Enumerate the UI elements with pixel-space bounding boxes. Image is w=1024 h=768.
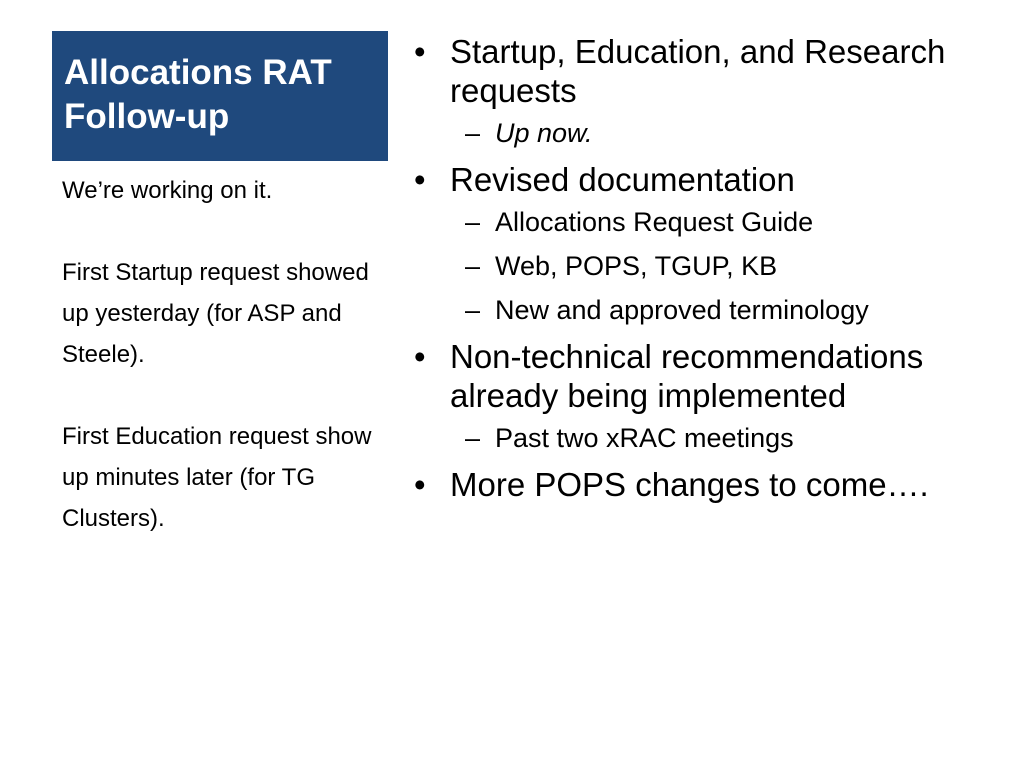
slide-title-line-1: Allocations RAT [64,53,332,92]
bullet-dot-icon: • [414,338,426,375]
sub-bullet-item [410,421,1010,455]
bullet-dot-icon: • [414,33,426,70]
left-text-block [62,170,372,539]
bullet-item [410,160,1010,199]
sub-bullet-text: Up now. [495,118,593,148]
bullet-text: Revised documentation [450,161,795,198]
left-paragraph: We’re working on it. [62,177,273,204]
bullet-text: Non-technical recommendations already being implemented [450,338,924,414]
bullet-item [410,32,1010,110]
sub-bullet-dash-icon: – [465,118,481,148]
sub-bullet-dash-icon: – [465,207,481,237]
bullet-item [410,465,1010,504]
title-box [52,31,388,161]
bullet-text: More POPS changes to come…. [450,466,929,503]
left-paragraph: First Education request show up minutes later (for TG Clusters). [62,423,372,532]
slide-title-line-2: Follow-up [64,97,230,136]
bullet-text: Startup, Education, and Research requests [450,33,946,109]
sub-bullet-text: New and approved terminology [495,295,869,325]
sub-bullet-text: Allocations Request Guide [495,207,814,237]
sub-bullet-item [410,205,1010,239]
sub-bullet-dash-icon: – [465,295,481,325]
sub-bullet-item [410,116,1010,150]
sub-bullet-dash-icon: – [465,251,481,281]
sub-bullet-item [410,293,1010,327]
slide-title [64,51,378,139]
sub-bullet-text: Past two xRAC meetings [495,423,794,453]
bullet-list [410,32,1010,510]
sub-bullet-dash-icon: – [465,423,481,453]
bullet-dot-icon: • [414,466,426,503]
bullet-item [410,337,1010,415]
sub-bullet-text: Web, POPS, TGUP, KB [495,251,778,281]
bullet-dot-icon: • [414,161,426,198]
left-paragraph: First Startup request showed up yesterday (for ASP and Steele). [62,259,369,368]
sub-bullet-item [410,249,1010,283]
